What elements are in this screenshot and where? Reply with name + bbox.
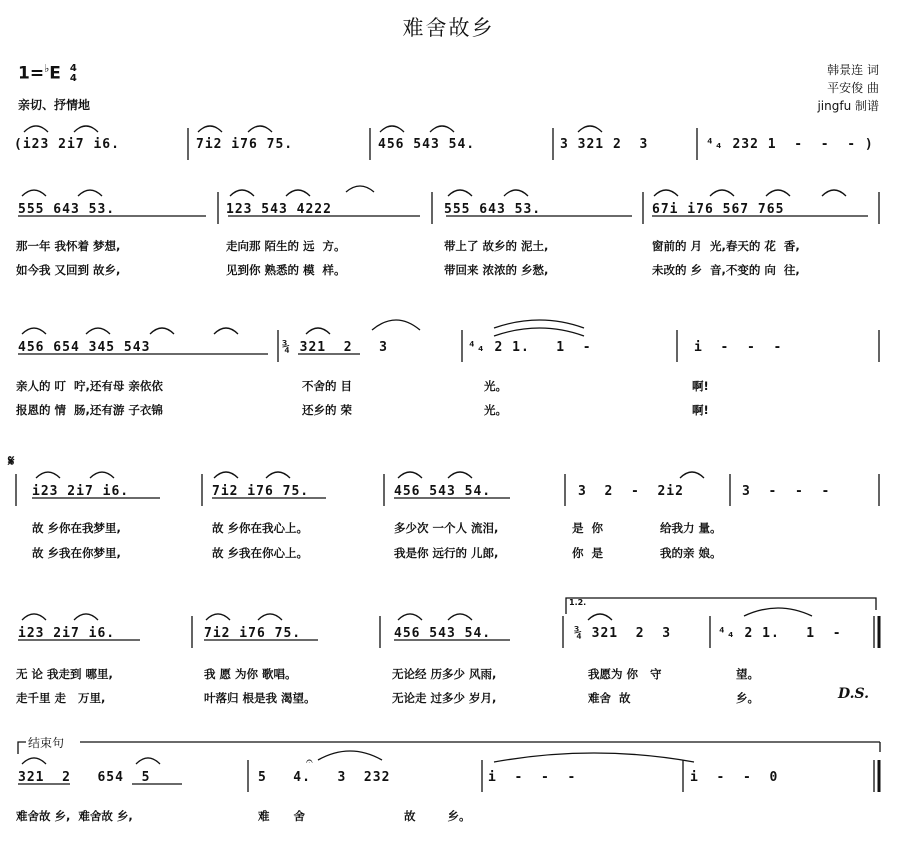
lyric-line: 故 乡你在我心上。 xyxy=(212,521,309,535)
composer-credit: 平安俊 曲 xyxy=(827,81,879,95)
triplet-slur xyxy=(346,186,374,192)
triplet-slur xyxy=(248,126,272,132)
note-segment: 67i i76 567 765 xyxy=(652,202,785,217)
lyric-line: 无论走 过多少 岁月, xyxy=(392,691,497,705)
lyric-line: 啊! xyxy=(692,403,709,417)
lyric-line: 给我力 量。 xyxy=(660,521,722,535)
lyric-line: 如今我 又回到 故乡, xyxy=(16,263,121,277)
note-segment: ¾ 321 2 3 xyxy=(574,626,672,641)
note-segment: 555 643 53. xyxy=(444,202,542,217)
triplet-slur xyxy=(74,126,98,132)
fermata-sign: 𝄐 xyxy=(306,754,313,768)
note-segment: 3 - - - xyxy=(742,484,831,499)
note-segment: 456 654 345 543 xyxy=(18,340,151,355)
triplet-slur xyxy=(588,614,612,620)
lyric-line: 见到你 熟悉的 模 样。 xyxy=(226,263,346,277)
note-segment: 7i2 i76 75. xyxy=(204,626,302,641)
tempo-marking: 亲切、抒情地 xyxy=(18,98,91,112)
lyric-line: 难舍 故 xyxy=(588,691,631,705)
lyric-line: 是 你 xyxy=(572,521,604,535)
lyricist-credit: 韩景连 词 xyxy=(827,63,879,77)
lyric-line: 光。 xyxy=(484,379,507,393)
lyric-line: 多少次 一个人 流泪, xyxy=(394,521,499,535)
note-segment: 555 643 53. xyxy=(18,202,116,217)
triplet-slur xyxy=(448,472,472,478)
note-segment: 456 543 54. xyxy=(378,137,476,152)
note-segment: i - - - xyxy=(694,340,783,355)
lyric-line: 望。 xyxy=(736,667,759,681)
time-bottom: 4 xyxy=(69,72,77,84)
note-segment: 456 543 54. xyxy=(394,484,492,499)
lyric-line: 走千里 走 万里, xyxy=(16,691,106,705)
tie-slur xyxy=(372,320,420,330)
triplet-slur xyxy=(22,614,46,620)
lyric-line: 乡。 xyxy=(736,691,759,705)
note-segment: 5 4. 3 232 xyxy=(258,770,391,785)
triplet-slur xyxy=(86,328,110,334)
tie-slur xyxy=(744,608,812,616)
lyric-line: 故 乡我在你梦里, xyxy=(32,546,121,560)
key-prefix: 1= xyxy=(18,63,45,84)
lyric-line: 带上了 故乡的 泥土, xyxy=(444,239,549,253)
triplet-slur xyxy=(448,190,472,196)
lyric-line: 那一年 我怀着 梦想, xyxy=(16,239,121,253)
triplet-slur xyxy=(448,614,472,620)
note-segment: i - - - xyxy=(488,770,577,785)
triplet-slur xyxy=(286,190,310,196)
lyric-line: 无 论 我走到 哪里, xyxy=(16,667,113,681)
triplet-slur xyxy=(398,472,422,478)
coda-bracket xyxy=(18,742,26,754)
engraver-credit: jingfu 制谱 xyxy=(817,99,879,113)
triplet-slur xyxy=(680,472,704,478)
lyric-line: 还乡的 荣 xyxy=(302,403,353,417)
lyric-line: 难舍故 乡, 难舍故 乡, xyxy=(16,809,133,823)
note-segment: 3 2 - 2i2 xyxy=(578,484,684,499)
note-segment: ⁴₄ 2 1. 1 - xyxy=(468,340,592,355)
note-segment: ⁴₄ 232 1 - - - ) xyxy=(706,137,874,152)
note-segment: (i23 2i7 i6. xyxy=(14,137,120,152)
triplet-slur xyxy=(306,328,330,334)
lyric-line: 故 乡。 xyxy=(404,809,471,823)
lyric-line: 光。 xyxy=(484,403,507,417)
lyric-line: 带回来 浓浓的 乡愁, xyxy=(444,263,549,277)
lyric-line: 走向那 陌生的 远 方。 xyxy=(226,239,346,253)
lyric-line: 窗前的 月 光,春天的 花 香, xyxy=(652,239,800,253)
triplet-slur xyxy=(266,472,290,478)
triplet-slur xyxy=(36,472,60,478)
dal-segno-marking: D.S. xyxy=(838,686,870,702)
lyric-line: 无论经 历多少 风雨, xyxy=(392,667,497,681)
triplet-slur xyxy=(710,190,734,196)
triplet-slur xyxy=(22,328,46,334)
lyric-line: 叶落归 根是我 渴望。 xyxy=(204,691,316,705)
lyric-line: 亲人的 叮 咛,还有母 亲依依 xyxy=(16,379,163,393)
note-segment: 3 321 2 3 xyxy=(560,137,649,152)
triplet-slur xyxy=(504,190,528,196)
lyric-line: 我是你 远行的 儿郎, xyxy=(394,546,499,560)
lyric-line: 未改的 乡 音,不变的 向 往, xyxy=(652,263,800,277)
volta-bracket xyxy=(566,598,876,614)
triplet-slur xyxy=(136,758,160,764)
tie-slur xyxy=(494,328,584,336)
triplet-slur xyxy=(822,190,846,196)
note-segment: i - - 0 xyxy=(690,770,779,785)
segno-sign: 𝄋 xyxy=(8,452,15,470)
triplet-slur xyxy=(198,126,222,132)
lyric-line: 不舍的 目 xyxy=(302,379,353,393)
triplet-slur xyxy=(430,126,454,132)
tie-slur xyxy=(494,320,584,328)
triplet-slur xyxy=(206,614,230,620)
triplet-slur xyxy=(22,758,46,764)
lyric-line: 故 乡你在我梦里, xyxy=(32,521,121,535)
triplet-slur xyxy=(74,614,98,620)
lyric-line: 难 舍 xyxy=(258,809,306,823)
note-segment: i23 2i7 i6. xyxy=(32,484,130,499)
note-segment: 456 543 54. xyxy=(394,626,492,641)
triplet-slur xyxy=(24,126,48,132)
note-segment: ⁴₄ 2 1. 1 - xyxy=(718,626,842,641)
note-segment: 7i2 i76 75. xyxy=(212,484,310,499)
lyric-line: 我的亲 娘。 xyxy=(660,546,722,560)
lyric-line: 故 乡我在你心上。 xyxy=(212,546,309,560)
triplet-slur xyxy=(380,126,404,132)
time-top: 4 xyxy=(69,62,77,74)
triplet-slur xyxy=(230,190,254,196)
triplet-slur xyxy=(258,614,282,620)
note-segment: 321 2 654 5 xyxy=(18,770,151,785)
triplet-slur xyxy=(214,472,238,478)
note-segment: ¾ 321 2 3 xyxy=(282,340,388,355)
coda-label: 结束句 xyxy=(28,736,65,750)
title: 难舍故乡 xyxy=(402,16,495,40)
triplet-slur xyxy=(578,126,602,132)
triplet-slur xyxy=(22,190,46,196)
key-note: E xyxy=(49,63,61,84)
tie-slur xyxy=(318,751,382,760)
lyric-line: 我 愿 为你 歌唱。 xyxy=(204,667,297,681)
triplet-slur xyxy=(214,328,238,334)
lyric-line: 啊! xyxy=(692,379,709,393)
triplet-slur xyxy=(654,190,678,196)
note-segment: 7i2 i76 75. xyxy=(196,137,294,152)
triplet-slur xyxy=(90,472,114,478)
lyric-line: 你 是 xyxy=(572,546,604,560)
triplet-slur xyxy=(150,328,174,334)
note-segment: 123 543 4222 xyxy=(226,202,332,217)
tie-slur xyxy=(494,753,694,762)
note-segment: i23 2i7 i6. xyxy=(18,626,116,641)
lyric-line: 报恩的 情 肠,还有游 子衣锦 xyxy=(16,403,163,417)
triplet-slur xyxy=(78,190,102,196)
lyric-line: 我愿为 你 守 xyxy=(588,667,662,681)
volta-bracket-label: 1.2. xyxy=(569,598,587,607)
triplet-slur xyxy=(398,614,422,620)
flat-symbol: ♭ xyxy=(44,62,50,75)
triplet-slur xyxy=(766,190,790,196)
